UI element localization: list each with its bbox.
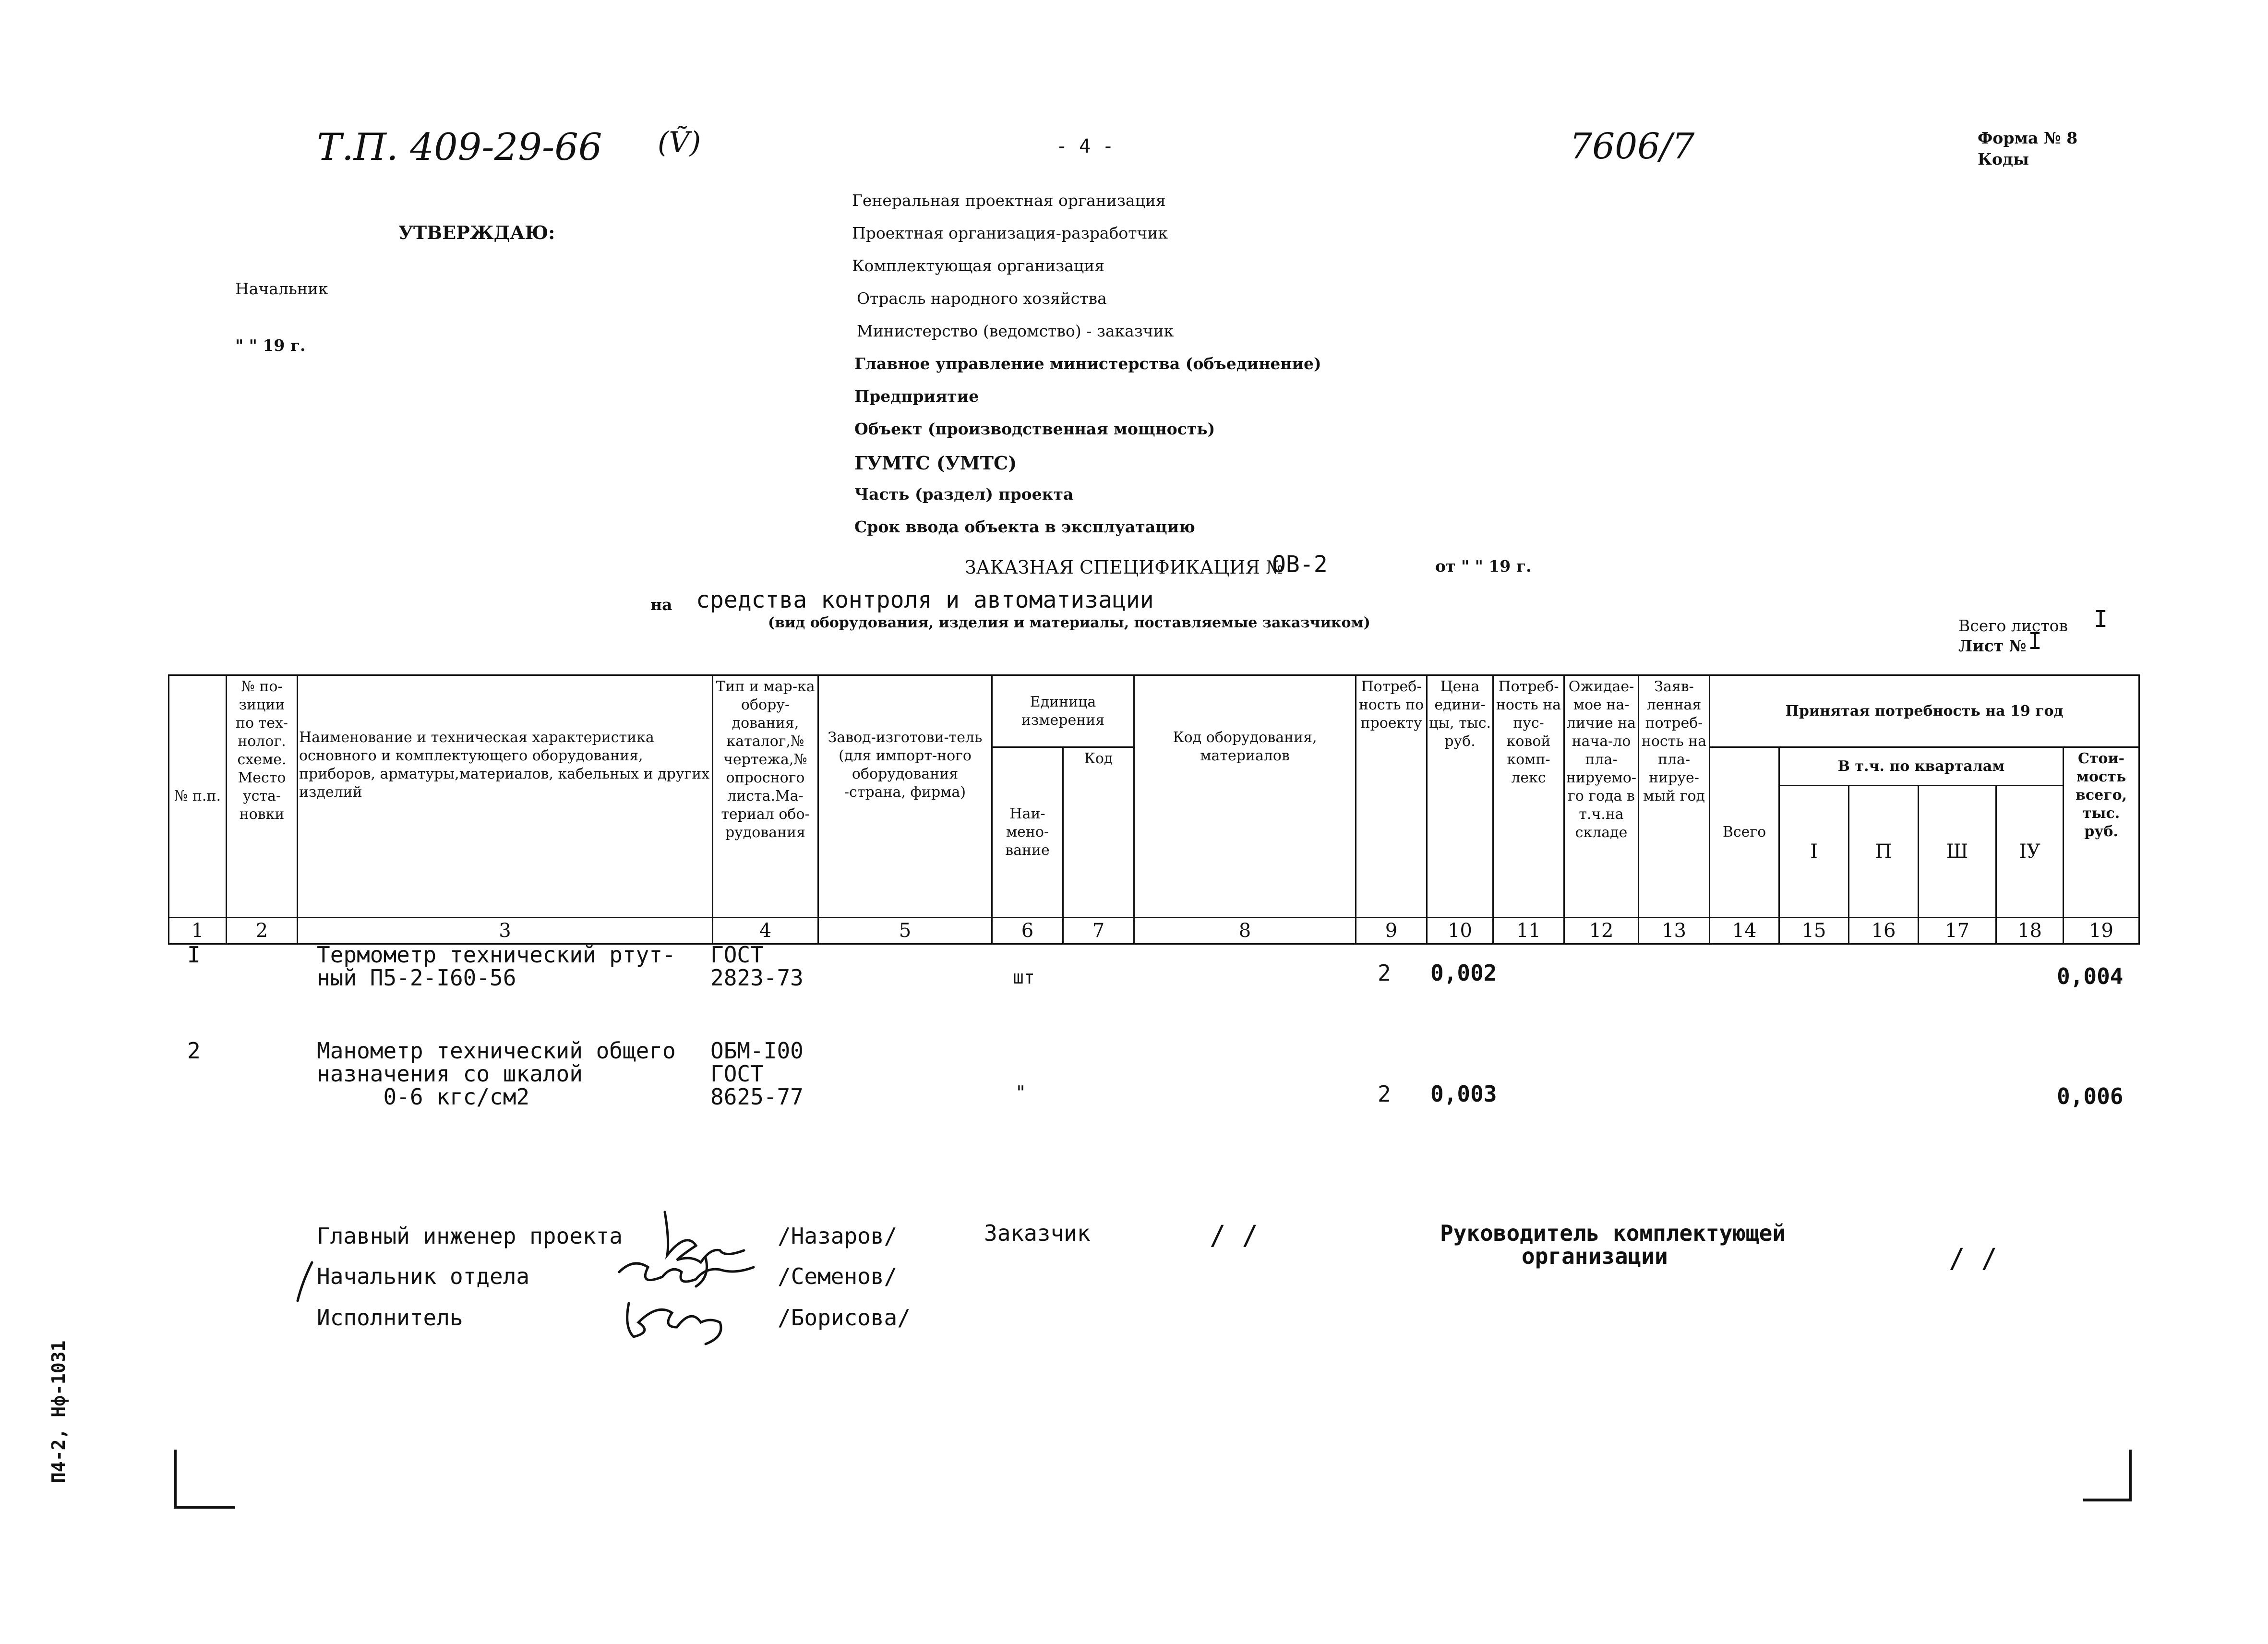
total-sheets-label: Всего листов xyxy=(1958,616,2068,635)
col-number-19: 19 xyxy=(2064,918,2139,944)
col-number-14: 14 xyxy=(1710,918,1779,944)
org-field-object: Объект (производственная мощность) xyxy=(854,420,1215,438)
header-declared: Заяв-ленная потреб-ность на пла-нируе-мый год xyxy=(1639,675,1710,918)
volume-mark: (Ṽ) xyxy=(658,126,701,159)
row-quantity: 2 xyxy=(1378,960,1391,986)
org-field-general: Генеральная проектная организация xyxy=(852,191,1166,210)
header-position: № по-зиции по тех-нолог. схеме. Место уста-новки xyxy=(227,675,298,918)
org-field-directorate: Главное управление министерства (объединение) xyxy=(854,354,1321,373)
col-number-1: 1 xyxy=(169,918,227,944)
corner-mark-right xyxy=(2083,1450,2130,1500)
executor-label: Исполнитель xyxy=(317,1305,463,1331)
header-unit: Единица измерения xyxy=(992,675,1134,747)
col-number-2: 2 xyxy=(227,918,298,944)
sheet-number-label: Лист № xyxy=(1958,636,2027,655)
col-number-7: 7 xyxy=(1063,918,1134,944)
row-item-name: Термометр технический ртут- ный П5-2-I60-56 xyxy=(317,942,676,991)
row-cost: 0,004 xyxy=(2057,963,2124,989)
header-type: Тип и мар-ка обору-дования, каталог,№ чертежа,№ опросного листа.Ма-териал обо-рудования xyxy=(713,675,818,918)
approval-title: УТВЕРЖДАЮ: xyxy=(398,222,555,243)
corner-mark-left xyxy=(175,1450,235,1507)
col-number-6: 6 xyxy=(992,918,1063,944)
total-sheets-value: I xyxy=(2094,606,2108,633)
header-unit-price: Цена едини-цы, тыс. руб. xyxy=(1427,675,1493,918)
spec-title: ЗАКАЗНАЯ СПЕЦИФИКАЦИЯ № xyxy=(965,557,1284,578)
header-manufacturer: Завод-изготови-тель (для импорт-ного оборудования -страна, фирма) xyxy=(818,675,992,918)
col-number-15: 15 xyxy=(1779,918,1849,944)
row-number: 2 xyxy=(187,1038,201,1064)
header-accepted: Принятая потребность на 19 год xyxy=(1710,675,2139,747)
signature-executor xyxy=(627,1303,721,1344)
form-label: Форма № 8 xyxy=(1978,129,2078,147)
customer-signature-slashes: / / xyxy=(1210,1220,1259,1251)
header-name: Наименование и техническая характеристика основного и комплектующего оборудования, приборов, арматуры,материалов, кабельных и других изделий xyxy=(298,675,713,918)
org-field-enterprise: Предприятие xyxy=(854,387,979,406)
col-number-10: 10 xyxy=(1427,918,1493,944)
row-number: I xyxy=(187,942,201,968)
header-quarters: В т.ч. по кварталам xyxy=(1779,747,2064,786)
col-number-4: 4 xyxy=(713,918,818,944)
approval-date: " " 19 г. xyxy=(235,336,306,355)
row-unit-price: 0,003 xyxy=(1430,1081,1497,1107)
col-number-5: 5 xyxy=(818,918,992,944)
supplier-head-label: Руководитель комплектующей xyxy=(1440,1220,1786,1246)
margin-note: П4-2, Нф-1031 xyxy=(48,1340,69,1483)
codes-label: Коды xyxy=(1978,150,2029,168)
header-project-need: Потреб-ность по проекту xyxy=(1356,675,1427,918)
col-number-12: 12 xyxy=(1564,918,1639,944)
row-unit: шт xyxy=(1013,967,1035,988)
dept-head-name: /Семенов/ xyxy=(778,1263,898,1289)
inventory-number: 7606/7 xyxy=(1570,126,1695,167)
col-number-9: 9 xyxy=(1356,918,1427,944)
org-field-ministry: Министерство (ведомство) - заказчик xyxy=(857,322,1174,340)
supplier-signature-slashes: / / xyxy=(1949,1243,1998,1274)
spec-on-label: на xyxy=(650,595,672,614)
header-quarter-3: Ш xyxy=(1919,786,1996,918)
header-no: № п.п. xyxy=(169,675,227,918)
spec-subject-note: (вид оборудования, изделия и материалы, поставляемые заказчиком) xyxy=(768,614,1370,631)
col-number-11: 11 xyxy=(1493,918,1564,944)
dept-head-side-stroke xyxy=(298,1262,312,1301)
row-item-type: ГОСТ 2823-73 xyxy=(710,942,804,991)
row-quantity: 2 xyxy=(1378,1081,1391,1107)
signature-dept-head xyxy=(619,1258,754,1286)
org-field-gumts: ГУМТС (УМТС) xyxy=(854,452,1017,474)
row-unit: " xyxy=(1015,1082,1026,1103)
col-number-8: 8 xyxy=(1134,918,1356,944)
col-number-17: 17 xyxy=(1919,918,1996,944)
org-field-deadline: Срок ввода объекта в эксплуатацию xyxy=(854,517,1195,536)
header-unit-code: Код xyxy=(1063,747,1134,918)
dept-head-label: Начальник отдела xyxy=(317,1263,530,1289)
col-number-3: 3 xyxy=(298,918,713,944)
chief-engineer-name: /Назаров/ xyxy=(778,1223,898,1249)
row-item-type: ОБМ-I00 ГОСТ 8625-77 xyxy=(710,1038,804,1110)
header-quarter-4: IУ xyxy=(1996,786,2064,918)
header-equipment-code: Код оборудования, материалов xyxy=(1134,675,1356,918)
col-number-18: 18 xyxy=(1996,918,2064,944)
page-number: - 4 - xyxy=(1056,135,1114,157)
sheet-number-value: I xyxy=(2028,628,2042,655)
org-field-section: Часть (раздел) проекта xyxy=(854,485,1074,504)
executor-name: /Борисова/ xyxy=(778,1305,911,1331)
document-code: Т.П. 409-29-66 xyxy=(317,126,602,169)
chief-engineer-label: Главный инженер проекта xyxy=(317,1223,623,1249)
row-item-name: Манометр технический общего назначения со шкалой 0-6 кгс/см2 xyxy=(317,1038,676,1110)
header-quarter-1: I xyxy=(1779,786,1849,918)
org-field-industry: Отрасль народного хозяйства xyxy=(857,289,1107,308)
customer-label: Заказчик xyxy=(984,1220,1091,1246)
header-quarter-2: П xyxy=(1849,786,1919,918)
spec-subject: средства контроля и автоматизации xyxy=(696,587,1154,613)
approval-position: Начальник xyxy=(235,279,328,298)
col-number-13: 13 xyxy=(1639,918,1710,944)
header-total: Всего xyxy=(1710,747,1779,918)
header-startup-need: Потреб-ность на пус-ковой комп-лекс xyxy=(1493,675,1564,918)
row-unit-price: 0,002 xyxy=(1430,960,1497,986)
spec-number: ОВ-2 xyxy=(1272,551,1328,578)
supplier-head-label-2: организации xyxy=(1522,1243,1668,1269)
col-number-16: 16 xyxy=(1849,918,1919,944)
header-unit-name: Наи-мено-вание xyxy=(992,747,1063,918)
header-expected: Ожидае-мое на-личие на нача-ло пла-нируемо-го года в т.ч.на складе xyxy=(1564,675,1639,918)
org-field-complete: Комплектующая организация xyxy=(852,256,1104,275)
header-cost: Стои-мость всего, тыс. руб. xyxy=(2064,747,2139,918)
signature-chief-engineer xyxy=(665,1212,744,1262)
row-cost: 0,006 xyxy=(2057,1083,2124,1109)
spec-date: от " " 19 г. xyxy=(1435,557,1532,576)
org-field-developer: Проектная организация-разработчик xyxy=(852,224,1168,242)
